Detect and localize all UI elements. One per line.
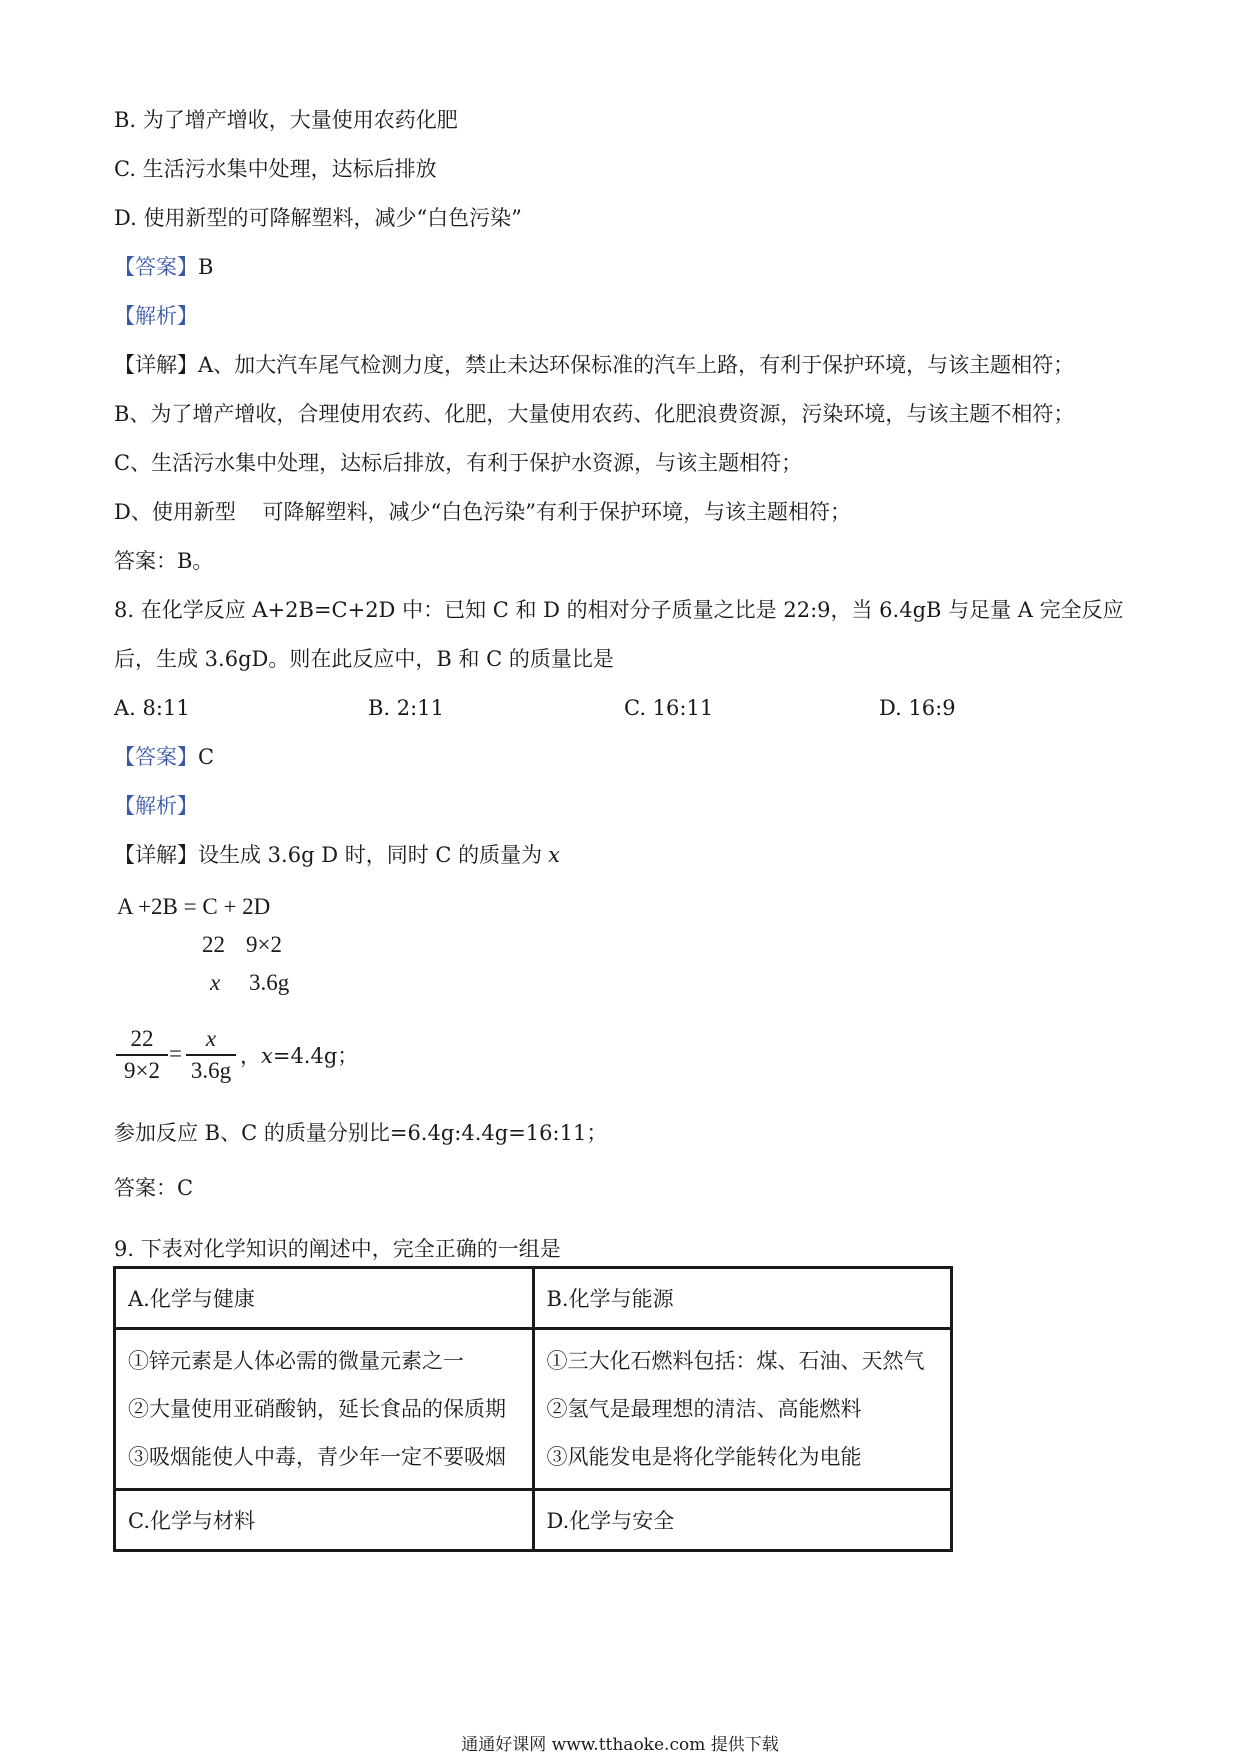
chemical-equation: A +2B = C + 2D	[117, 894, 271, 919]
list-item: ②大量使用亚硝酸钠，延长食品的保质期	[128, 1397, 506, 1421]
result-sep: ，	[240, 1044, 261, 1068]
fraction-bar	[186, 1054, 236, 1056]
q8-mass-ratio: 参加反应 B、C 的质量分别比=6.4g:4.4g=16:11；	[114, 1121, 608, 1145]
answer-tag: 【答案】	[114, 745, 198, 769]
fraction-1-numerator: 22	[130, 1026, 154, 1051]
table-cell-a-items	[115, 1329, 534, 1490]
table-cell-b-items	[533, 1329, 952, 1490]
fraction-2-numerator: x	[205, 1026, 217, 1051]
q8-answer-line	[114, 744, 214, 770]
q8-analysis-tag: 【解析】	[114, 794, 198, 818]
answer-value: C	[198, 745, 215, 769]
q8-option-c: C. 16:11	[624, 696, 714, 720]
fraction-1	[116, 1025, 168, 1085]
table-row	[115, 1268, 952, 1329]
fraction-result	[240, 1043, 358, 1069]
table-row	[115, 1490, 952, 1551]
list-item: ③吸烟能使人中毒，青少年一定不要吸烟	[128, 1445, 506, 1469]
table-cell-a-title: A.化学与健康	[115, 1268, 534, 1329]
q8-detail-line	[114, 842, 560, 868]
analysis-tag: 【解析】	[114, 304, 198, 328]
detail-line-4: D、使用新型 可降解塑料，减少“白色污染”有利于保护环境，与该主题相符；	[114, 500, 852, 524]
q8-stem-line-2: 后，生成 3.6gD。则在此反应中，B 和 C 的质量比是	[114, 647, 614, 671]
fraction-2	[186, 1025, 236, 1085]
list-item: ①三大化石燃料包括：煤、石油、天然气	[546, 1349, 925, 1373]
list-item: ②氢气是最理想的清洁、高能燃料	[546, 1397, 862, 1421]
q8-option-b: B. 2:11	[368, 696, 444, 720]
table-row	[115, 1329, 952, 1490]
q8-option-a: A. 8:11	[114, 696, 190, 720]
table-cell-b-title: B.化学与能源	[533, 1268, 952, 1329]
fraction-equals: =	[169, 1041, 182, 1066]
detail-text: 设生成 3.6g D 时，同时 C 的质量为	[198, 843, 543, 867]
detail-line-3: C、生活污水集中处理，达标后排放，有利于保护水资源，与该主题相符；	[114, 451, 803, 475]
table-cell-d-title: D.化学与安全	[533, 1490, 952, 1551]
list-item: ①锌元素是人体必需的微量元素之一	[128, 1349, 464, 1373]
fraction-bar	[116, 1054, 168, 1056]
answer-tag: 【答案】	[114, 255, 198, 279]
q8-option-d: D. 16:9	[879, 696, 956, 720]
detail-var: x	[548, 843, 560, 867]
answer-value: B	[198, 255, 214, 279]
ratio-row-1-b: 9×2	[246, 932, 282, 957]
option-c: C. 生活污水集中处理，达标后排放	[114, 157, 437, 181]
fraction-1-denominator: 9×2	[124, 1058, 160, 1083]
detail-text: A、加大汽车尾气检测力度，禁止未达环保标准的汽车上路，有利于保护环境，与该主题相符；	[198, 353, 1075, 377]
table-cell-c-title: C.化学与材料	[115, 1490, 534, 1551]
result-val: =4.4g；	[272, 1044, 359, 1068]
fraction-2-denominator: 3.6g	[190, 1058, 232, 1083]
ratio-row-2-a: x	[210, 970, 221, 995]
option-d: D. 使用新型的可降解塑料，减少“白色污染”	[114, 206, 522, 230]
ratio-row-1-a: 22	[202, 932, 225, 957]
page-footer: 通通好课网 www.tthaoke.com 提供下载	[461, 1735, 779, 1755]
conclusion: 答案：B。	[114, 549, 214, 573]
option-b: B. 为了增产增收，大量使用农药化肥	[114, 108, 458, 132]
detail-tag: 【详解】	[114, 353, 198, 377]
answer-line	[114, 254, 213, 280]
detail-line-1	[114, 352, 1074, 378]
detail-line-2: B、为了增产增收，合理使用农药、化肥，大量使用农药、化肥浪费资源，污染环境，与该主题不相符；	[114, 402, 1075, 426]
result-var: x	[261, 1044, 273, 1068]
list-item: ③风能发电是将化学能转化为电能	[546, 1445, 862, 1469]
ratio-row-2-b: 3.6g	[249, 970, 290, 995]
knowledge-table	[113, 1266, 953, 1552]
q8-conclusion: 答案：C	[114, 1176, 194, 1200]
q8-stem-line-1: 8. 在化学反应 A+2B=C+2D 中：已知 C 和 D 的相对分子质量之比是 22:9，当 6.4gB 与足量 A 完全反应	[114, 598, 1124, 622]
q9-stem: 9. 下表对化学知识的阐述中，完全正确的一组是	[114, 1237, 561, 1261]
detail-tag: 【详解】	[114, 843, 198, 867]
